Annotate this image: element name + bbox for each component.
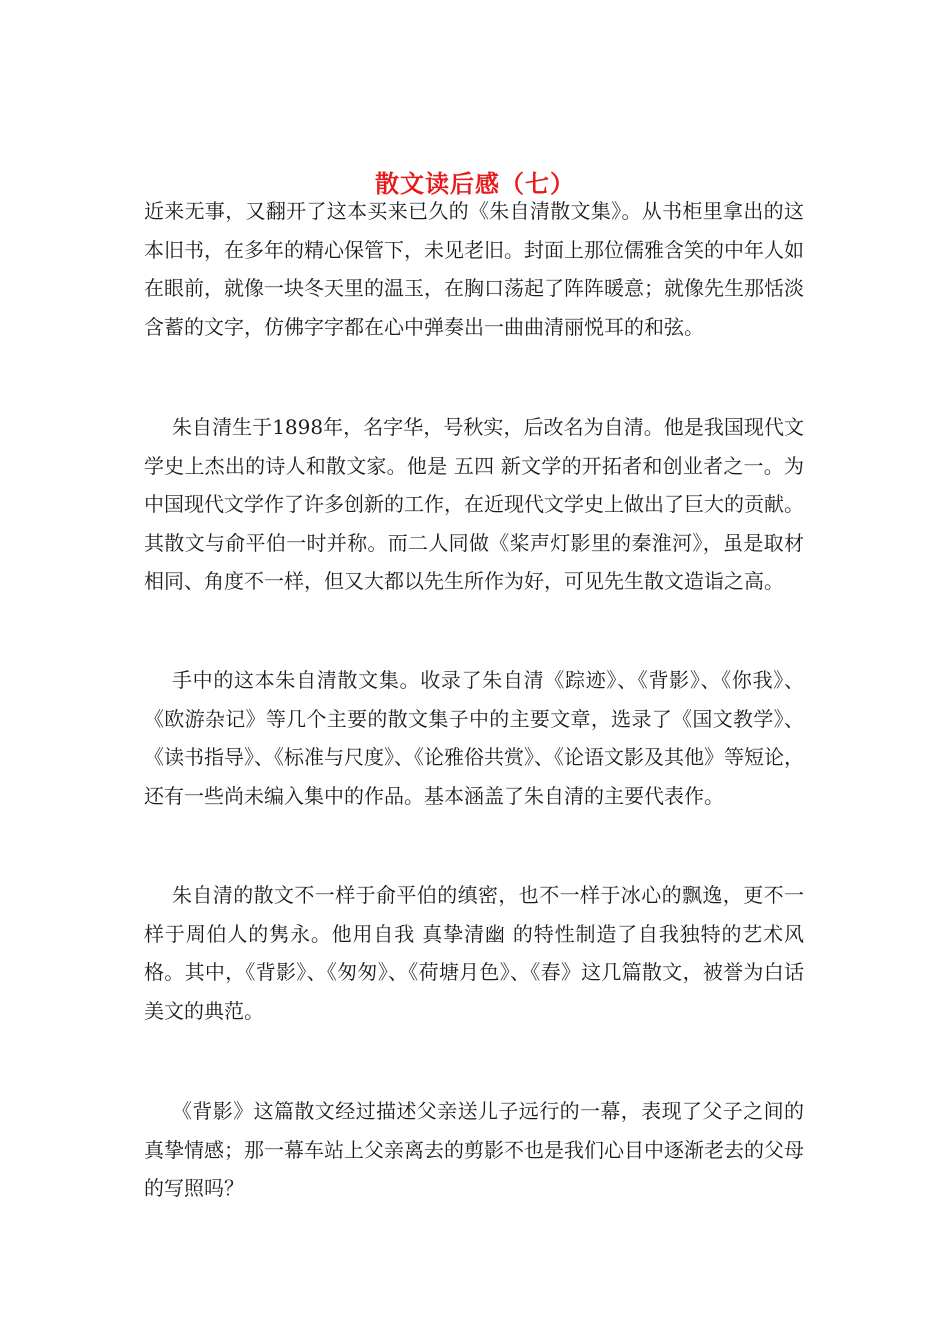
paragraph-1: 近来无事，又翻开了这本买来已久的《朱自清散文集》。从书柜里拿出的这本旧书，在多年的精心保管下，未见老旧。封面上那位儒雅含笑的中年人如在眼前，就像一块冬天里的温玉，在胸口荡起了阵阵暖意；就像先生那恬淡含蓄的文字，仿佛字字都在心中弹奏出一曲曲清丽悦耳的和弦。 xyxy=(144,199,804,339)
paragraph-4: 朱自清的散文不一样于俞平伯的缜密，也不一样于冰心的飘逸，更不一样于周伯人的隽永。他用自我 真挚清幽 的特性制造了自我独特的艺术风格。其中，《背影》、《匆匆》、《荷塘月色》、《春》这几篇散文，被誉为白话美文的典范。 xyxy=(144,883,804,1023)
document-title: 散文读后感（七） xyxy=(375,169,575,199)
paragraph-5: 《背影》这篇散文经过描述父亲送儿子远行的一幕，表现了父子之间的真挚情感；那一幕车站上父亲离去的剪影不也是我们心目中逐渐老去的父母的写照吗？ xyxy=(144,1099,804,1200)
paragraph-3: 手中的这本朱自清散文集。收录了朱自清《踪迹》、《背影》、《你我》、《欧游杂记》等几个主要的散文集子中的主要文章，选录了《国文教学》、《读书指导》、《标准与尺度》、《论雅俗共赏》、《论语文影及其他》等短论，还有一些尚未编入集中的作品。基本涵盖了朱自清的主要代表作。 xyxy=(144,668,804,808)
paragraph-2: 朱自清生于1898年，名字华，号秋实，后改名为自清。他是我国现代文学史上杰出的诗人和散文家。他是 五四 新文学的开拓者和创业者之一。为中国现代文学作了许多创新的工作，在近现代文学史上做出了巨大的贡献。其散文与俞平伯一时并称。而二人同做《桨声灯影里的秦淮河》，虽是取材相同、角度不一样，但又大都以先生所作为好，可见先生散文造诣之高。 xyxy=(144,415,804,593)
